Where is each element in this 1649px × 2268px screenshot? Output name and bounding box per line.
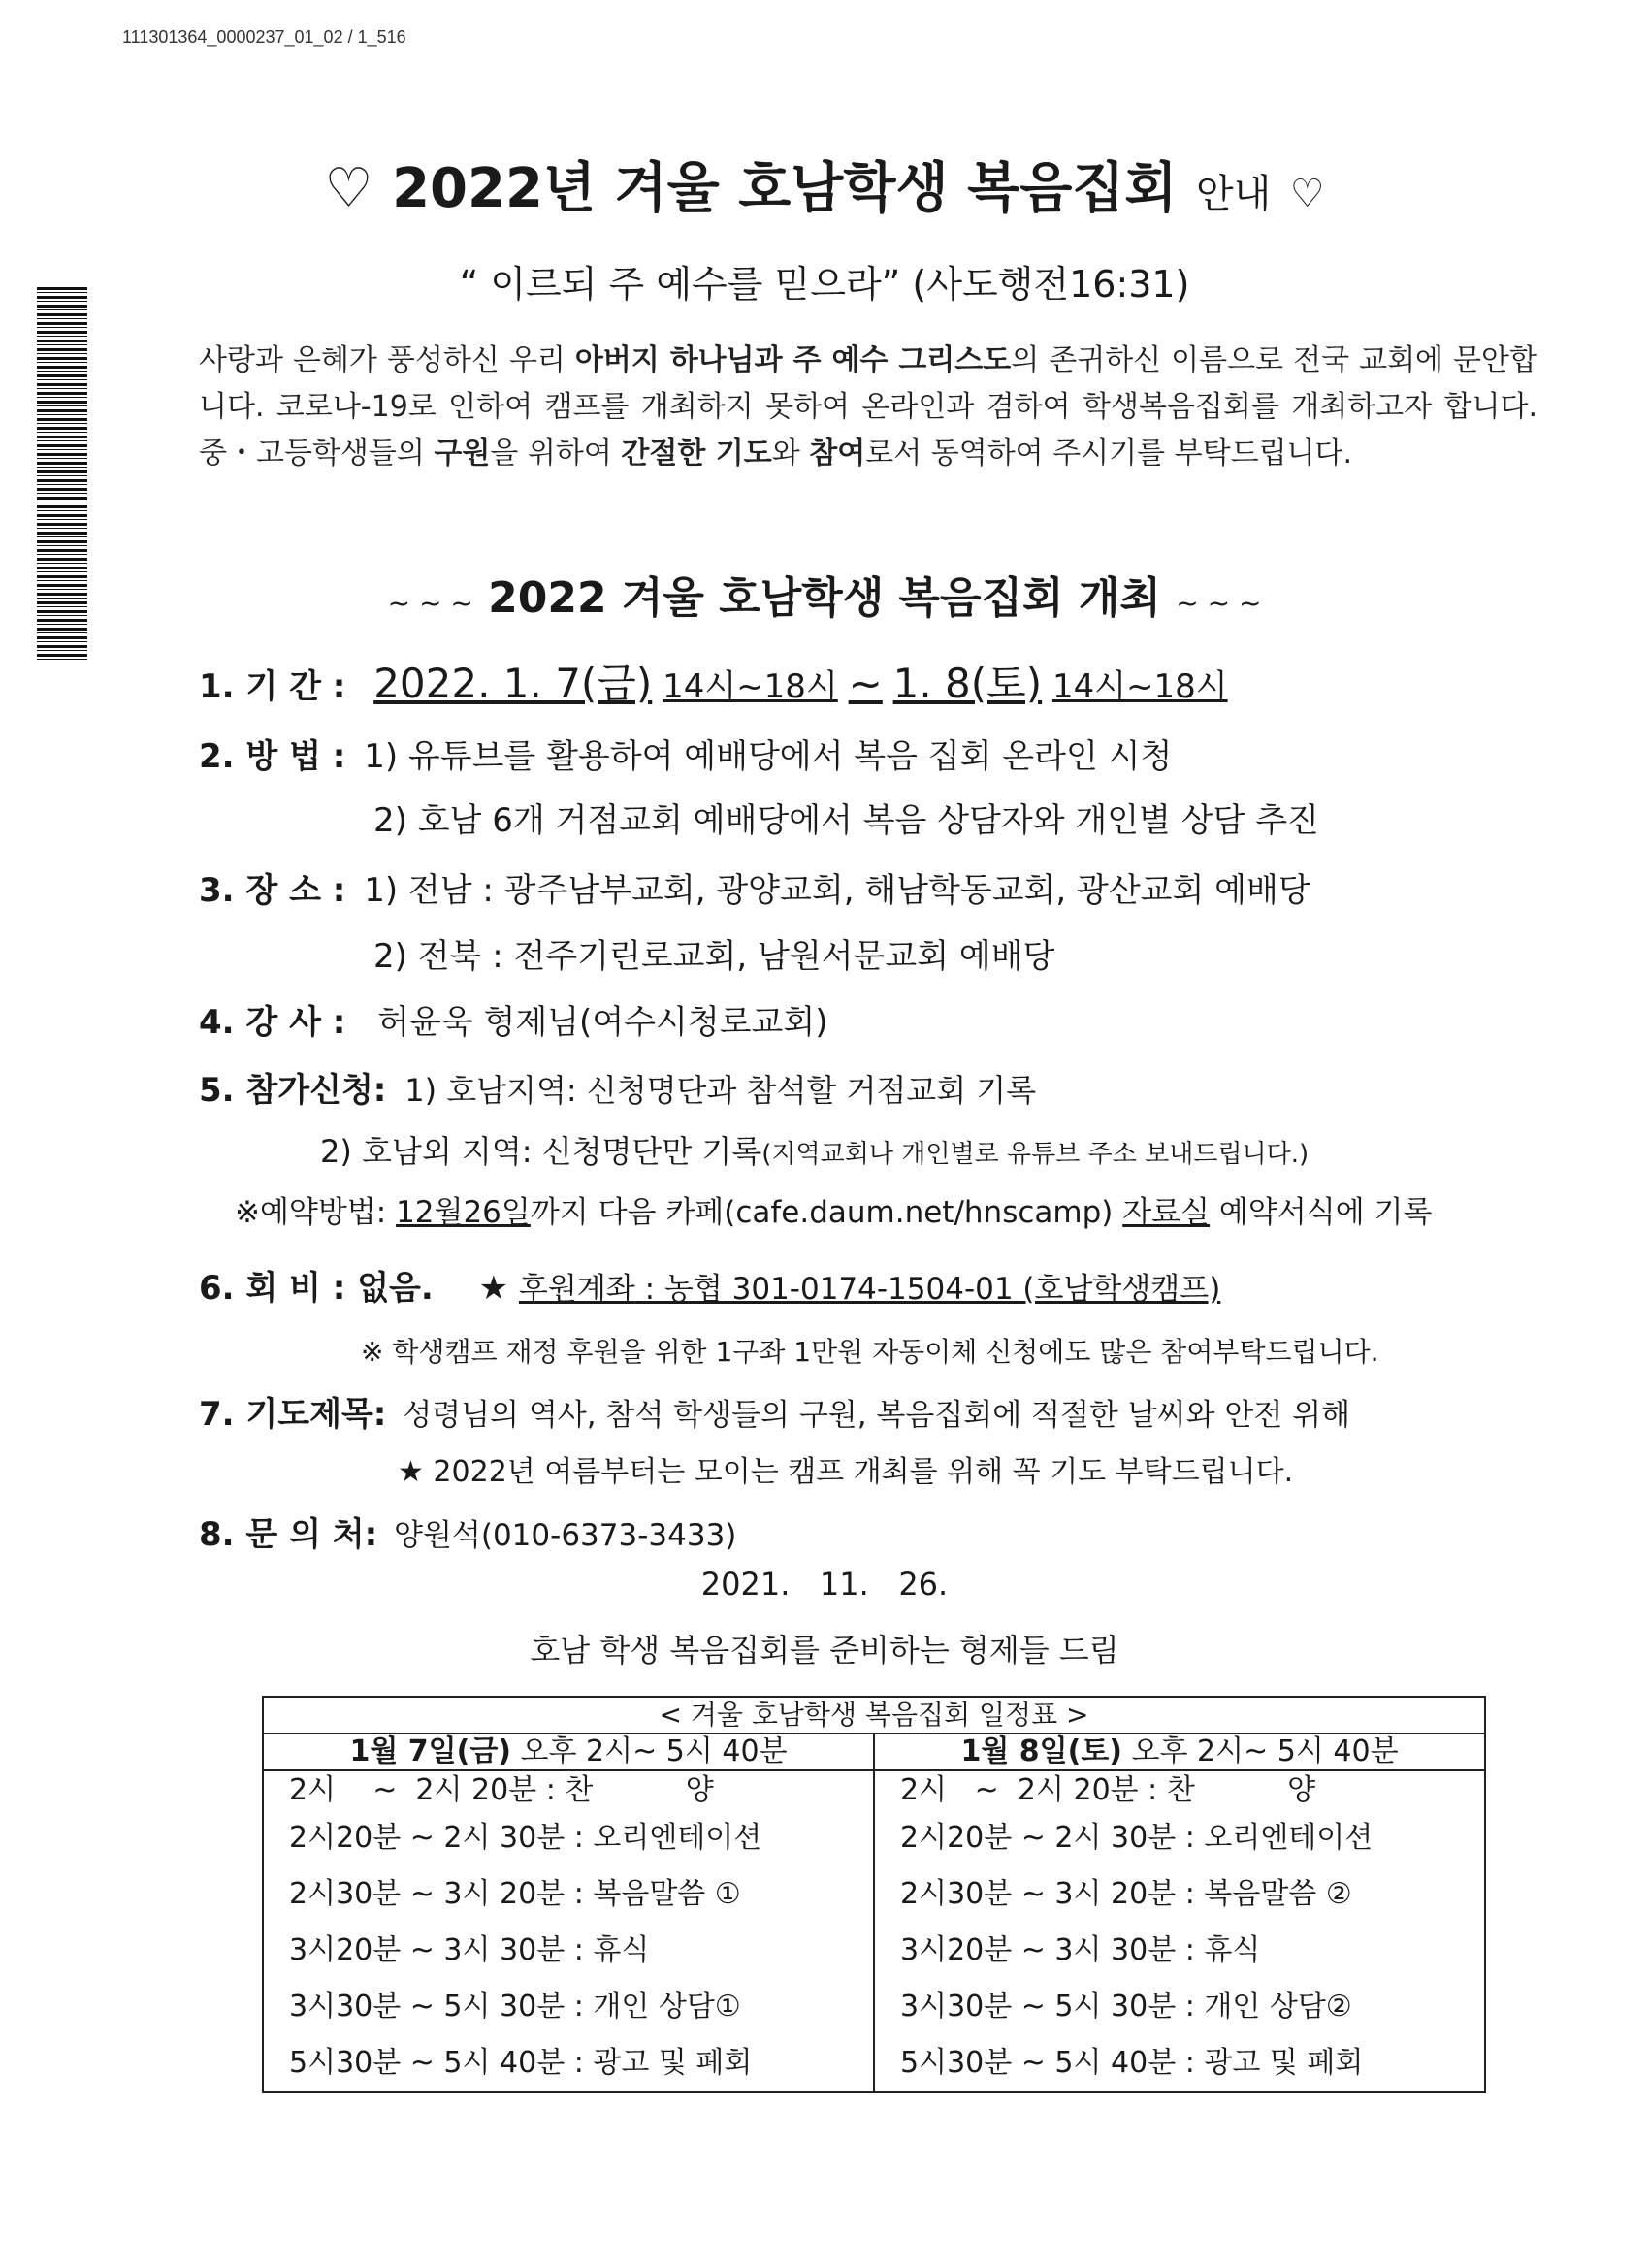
apply-label: 5. 참가신청: xyxy=(199,1071,387,1110)
schedule-row: 2시 ~ 2시 20분 : 찬 양 xyxy=(289,1773,714,1807)
title-suffix: 안내 xyxy=(1195,172,1272,216)
method-line2: 2) 호남 6개 거점교회 예배당에서 복음 상담자와 개인별 상담 추진 xyxy=(373,801,1319,840)
item-prayer xyxy=(199,1387,1350,1435)
item-apply xyxy=(199,1063,1036,1111)
day2-schedule xyxy=(874,1770,1485,2092)
schedule-row: 3시30분 ~ 5시 30분 : 개인 상담② xyxy=(900,1990,1352,2024)
intro-bold: 간절한 기도 xyxy=(621,437,772,470)
period-sep: ~ xyxy=(848,660,883,707)
period-date2: 1. 8(토) xyxy=(892,660,1043,707)
schedule-row: 2시30분 ~ 3시 20분 : 복음말씀 ② xyxy=(900,1877,1352,1911)
schedule-row: 2시20분 ~ 2시 30분 : 오리엔테이션 xyxy=(900,1821,1374,1855)
item-place xyxy=(199,863,1310,911)
prayer-line1: 성령님의 역사, 참석 학생들의 구원, 복음집회에 적절한 날씨와 안전 위해 xyxy=(403,1398,1351,1433)
reserve-link: 자료실 xyxy=(1122,1195,1211,1230)
prayer-label: 7. 기도제목: xyxy=(199,1395,387,1434)
schedule-row: 3시20분 ~ 3시 30분 : 휴식 xyxy=(289,1933,650,1967)
signature: 호남 학생 복음집회를 준비하는 형제들 드림 xyxy=(530,1632,1119,1669)
period-label: 1. 기 간 : xyxy=(199,667,346,706)
reserve-mid: 까지 다음 카페(cafe.daum.net/hnscamp) xyxy=(530,1195,1123,1230)
speaker-label: 4. 강 사 : xyxy=(199,1003,346,1042)
day1-time: 오후 2시~ 5시 40분 xyxy=(511,1734,788,1768)
bible-verse: “ 이르되 주 예수를 믿으라” (사도행전16:31) xyxy=(459,263,1190,306)
intro-text: 의 존귀하신 이름으로 전국 교회에 문안합니다. 코로나-19로 인하여 캠프를 개최하지 못하여 온라인과 겸하여 학생복음집회를 개최하고자 합니다. 중・고등학생들의 xyxy=(199,343,1537,470)
speaker-value: 허윤욱 형제님(여수시청로교회) xyxy=(377,1003,828,1042)
contact-value: 양원석(010-6373-3433) xyxy=(394,1518,737,1553)
fee-label: 6. 회 비 : 없음. xyxy=(199,1269,434,1308)
intro-text: 로서 동역하여 주시기를 부탁드립니다. xyxy=(865,437,1353,470)
intro-bold: 아버지 하나님과 주 예수 그리스도 xyxy=(574,343,1012,377)
day1-date: 1월 7일(금) xyxy=(349,1734,512,1768)
day2-time: 오후 2시~ 5시 40분 xyxy=(1122,1734,1399,1768)
page-title xyxy=(0,146,1649,223)
method-line1: 1) 유튜브를 활용하여 예배당에서 복음 집회 온라인 시청 xyxy=(364,737,1173,776)
item-fee xyxy=(199,1261,1220,1309)
contact-label: 8. 문 의 처: xyxy=(199,1515,378,1554)
day1-header xyxy=(263,1733,874,1770)
period-date1: 2022. 1. 7(금) xyxy=(373,660,653,707)
intro-bold: 참여 xyxy=(809,437,866,470)
reserve-method xyxy=(235,1187,1432,1231)
place-line1: 1) 전남 : 광주남부교회, 광양교회, 해남학동교회, 광산교회 예배당 xyxy=(364,871,1310,910)
apply-line2-note: (지역교회나 개인별로 유튜브 주소 보내드립니다.) xyxy=(761,1140,1310,1169)
place-line2: 2) 전북 : 전주기린로교회, 남원서문교회 예배당 xyxy=(373,937,1055,976)
schedule-row: 2시20분 ~ 2시 30분 : 오리엔테이션 xyxy=(289,1821,762,1855)
schedule-table xyxy=(262,1696,1486,2093)
item-method xyxy=(199,729,1172,777)
period-time2: 14시~18시 xyxy=(1051,667,1228,706)
intro-text: 와 xyxy=(771,437,810,470)
intro-text: 을 위하여 xyxy=(490,437,622,470)
intro-paragraph xyxy=(199,338,1537,477)
heart-icon: ♡ xyxy=(1289,172,1325,216)
reserve-suffix: 예약서식에 기록 xyxy=(1210,1195,1433,1230)
reserve-prefix: ※예약방법: xyxy=(235,1195,397,1230)
document-id: 111301364_0000237_01_02 / 1_516 xyxy=(122,27,406,47)
day1-schedule xyxy=(263,1770,874,2092)
fee-note: ※ 학생캠프 재정 후원을 위한 1구좌 1만원 자동이체 신청에도 많은 참여부탁드립니다. xyxy=(361,1336,1379,1368)
day2-header xyxy=(874,1733,1485,1770)
item-period xyxy=(199,652,1228,710)
prayer-line2: ★ 2022년 여름부터는 모이는 캠프 개최를 위해 꼭 기도 부탁드립니다. xyxy=(398,1455,1294,1489)
account-label: 후원계좌 xyxy=(518,1272,635,1307)
tilde-right: ~ ~ ~ xyxy=(1176,587,1262,619)
schedule-row: 2시30분 ~ 3시 20분 : 복음말씀 ① xyxy=(289,1877,741,1911)
section-heading xyxy=(0,563,1649,625)
schedule-row: 5시30분 ~ 5시 40분 : 광고 및 폐회 xyxy=(289,2046,753,2080)
item-contact xyxy=(199,1507,736,1555)
method-label: 2. 방 법 : xyxy=(199,737,346,776)
schedule-row: 2시 ~ 2시 20분 : 찬 양 xyxy=(900,1773,1316,1807)
reserve-date: 12월26일 xyxy=(396,1195,531,1230)
heading-text: 2022 겨울 호남학생 복음집회 개최 xyxy=(488,573,1161,623)
apply-line2-main: 2) 호남외 지역: 신청명단만 기록 xyxy=(320,1133,762,1170)
place-label: 3. 장 소 : xyxy=(199,871,346,910)
period-time1: 14시~18시 xyxy=(663,667,838,706)
issue-date: 2021. 11. 26. xyxy=(700,1566,949,1603)
intro-text: 사랑과 은혜가 풍성하신 우리 xyxy=(199,343,575,377)
title-main: ♡ 2022년 겨울 호남학생 복음집회 xyxy=(324,157,1178,220)
account-value: : 농협 301-0174-1504-01 (호남학생캠프) xyxy=(634,1272,1221,1307)
tilde-left: ~ ~ ~ xyxy=(387,587,473,619)
item-speaker xyxy=(199,995,828,1043)
schedule-row: 3시20분 ~ 3시 30분 : 휴식 xyxy=(900,1933,1261,1967)
apply-line2 xyxy=(320,1127,1309,1172)
schedule-title: < 겨울 호남학생 복음집회 일정표 > xyxy=(263,1697,1485,1733)
schedule-row: 3시30분 ~ 5시 30분 : 개인 상담① xyxy=(289,1990,741,2024)
schedule-row: 5시30분 ~ 5시 40분 : 광고 및 폐회 xyxy=(900,2046,1364,2080)
star-icon: ★ xyxy=(478,1269,509,1308)
apply-line1: 1) 호남지역: 신청명단과 참석할 거점교회 기록 xyxy=(404,1072,1037,1109)
day2-date: 1월 8일(토) xyxy=(960,1734,1123,1768)
intro-bold: 구원 xyxy=(434,437,491,470)
